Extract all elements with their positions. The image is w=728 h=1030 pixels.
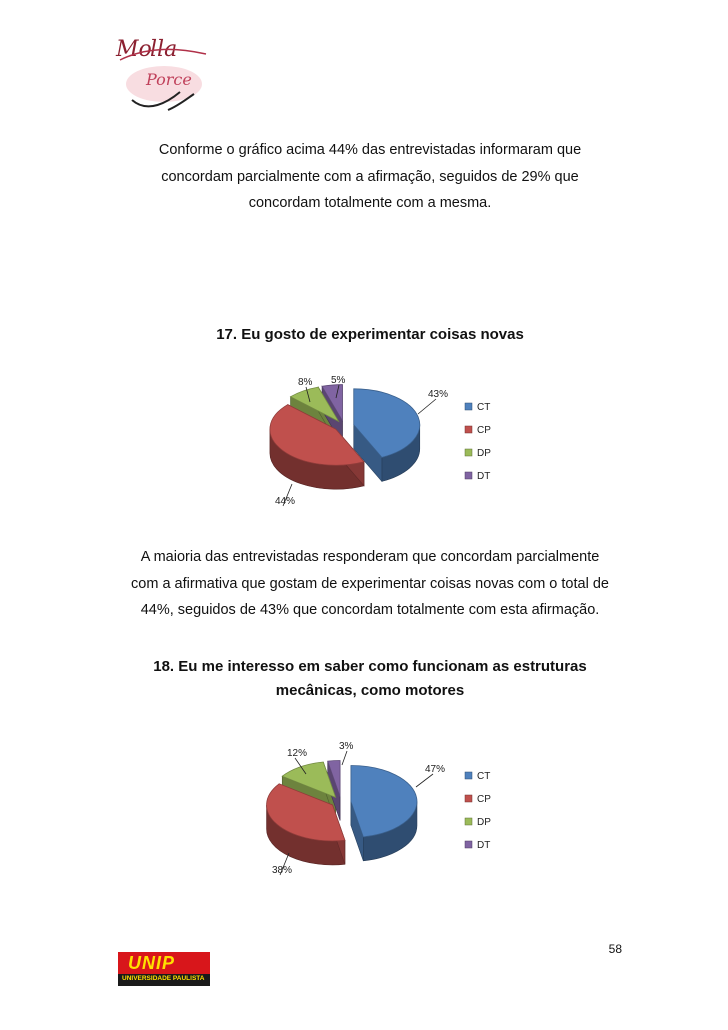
legend-label-dt: DT (477, 840, 491, 851)
paragraph-2-line: 44%, seguidos de 43% que concordam totalmente com esta afirmação. (140, 602, 600, 618)
page-number: 58 (608, 942, 622, 956)
legend-swatch-dt (465, 841, 472, 848)
data-label-cp: 44% (275, 496, 296, 507)
paragraph-2 (115, 544, 625, 624)
svg-text:Mo: Mo (116, 37, 152, 62)
paragraph-2-line: A maioria das entrevistadas responderam que concordam parcialmente (140, 549, 600, 565)
data-label-dt: 3% (339, 741, 354, 752)
paragraph-1-line: Conforme o gráfico acima 44% das entrevistadas informaram que (158, 142, 582, 158)
data-label-dp: 12% (287, 748, 308, 759)
pie-chart-17-svg (0, 366, 728, 516)
legend-label-ct: CT (477, 402, 491, 413)
legend-label-dt: DT (477, 471, 491, 482)
data-label-dt: 5% (331, 375, 346, 386)
section-18-heading-line: 18. Eu me interesso em saber como funcionam as estruturas (153, 658, 587, 675)
legend-swatch-cp (465, 795, 472, 802)
pie-chart-17 (0, 366, 728, 516)
paragraph-1-line: concordam totalmente com a mesma. (248, 195, 492, 211)
legend-swatch-ct (465, 403, 472, 410)
legend-label-dp: DP (477, 448, 491, 459)
legend-swatch-cp (465, 426, 472, 433)
legend-label-cp: CP (477, 425, 491, 436)
footer-logo (118, 952, 210, 986)
footer-logo-subtext: UNIVERSIDADE PAULISTA (122, 975, 205, 982)
legend-swatch-dt (465, 472, 472, 479)
footer-logo-text: UNIP (128, 953, 176, 973)
paragraph-1 (120, 137, 620, 217)
legend-label-ct: CT (477, 771, 491, 782)
legend-swatch-ct (465, 772, 472, 779)
leader-line (416, 774, 433, 787)
data-label-cp: 38% (272, 865, 293, 876)
paragraph-1-line: concordam parcialmente com a afirmação, seguidos de 29% que (161, 168, 579, 185)
paragraph-2-line: com a afirmativa que gostam de experimentar coisas novas com o total de (131, 575, 609, 592)
leader-line (342, 751, 347, 765)
data-label-ct: 47% (425, 764, 446, 775)
legend-label-cp: CP (477, 794, 491, 805)
data-label-ct: 43% (428, 389, 449, 400)
legend-swatch-dp (465, 818, 472, 825)
pie-chart-18 (0, 735, 728, 885)
section-18-heading (120, 655, 620, 703)
section-18-heading-line: mecânicas, como motores (275, 682, 465, 699)
leader-line (418, 399, 436, 414)
header-logo (108, 36, 218, 116)
logo-text: Porce (146, 70, 192, 89)
svg-text:lla: lla (150, 37, 178, 62)
data-label-dp: 8% (298, 377, 313, 388)
section-17-heading: 17. Eu gosto de experimentar coisas novas (216, 326, 524, 343)
legend-label-dp: DP (477, 817, 491, 828)
pie-top-layer (267, 761, 417, 841)
pie-chart-18-svg (0, 735, 728, 885)
legend-swatch-dp (465, 449, 472, 456)
